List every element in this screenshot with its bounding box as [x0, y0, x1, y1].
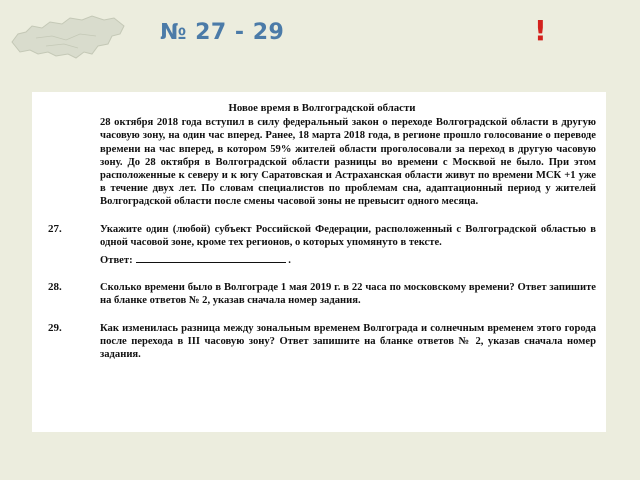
task-text: Укажите один (любой) субъект Российской Федерации, расположенный с Волгоградской областью в одной часовой зоне, кроме тех регионов, о которых упомянуто в тексте.	[100, 223, 596, 248]
task-text: Сколько времени было в Волгограде 1 мая 2019 г. в 22 часа по московскому времени? Ответ запишите на бланке ответов № 2, указав сначала номер задания.	[100, 282, 596, 307]
task-28	[48, 281, 596, 307]
document-scan	[32, 92, 606, 432]
task-body	[100, 223, 596, 268]
slide-title: № 27 - 29	[160, 20, 285, 45]
answer-blank	[136, 252, 286, 263]
task-number: 28.	[48, 281, 62, 294]
exclamation-icon: !	[534, 14, 547, 47]
task-number: 27.	[48, 222, 62, 235]
article-title: Новое время в Волгоградской области	[228, 102, 416, 114]
article-text: 28 октября 2018 года вступил в силу федеральный закон о переходе Волгоградской области в другую часовую зону, на один час вперед. Ранее, 18 марта 2018 года, в регионе прошло голосование о переводе времени на час вперед, в котором 59% жителей области проголосовали за переход в другую часовую зону. До 28 октября в Волгоградской области разницы во времени с Москвой не было. При этом расположенные к северу и к югу Саратовская и Астраханская области живут по времени МСК +1 уже в течение двух лет. По словам специалистов по проблемам сна, адаптационный период у жителей Волгоградской области после смены часовой зоны не превысит одного месяца.	[100, 117, 596, 208]
answer-end: .	[288, 255, 291, 267]
task-text: Как изменилась разница между зональным временем Волгограда и солнечным временем этого города после перехода в III часовую зону? Ответ запишите на бланке ответов № 2, указав сначала номер задания.	[100, 322, 596, 361]
task-29	[48, 322, 596, 362]
russia-map-icon	[6, 8, 128, 68]
answer-label: Ответ:	[100, 255, 133, 267]
answer-line	[100, 252, 596, 267]
task-27	[48, 223, 596, 268]
task-number: 29.	[48, 321, 62, 334]
